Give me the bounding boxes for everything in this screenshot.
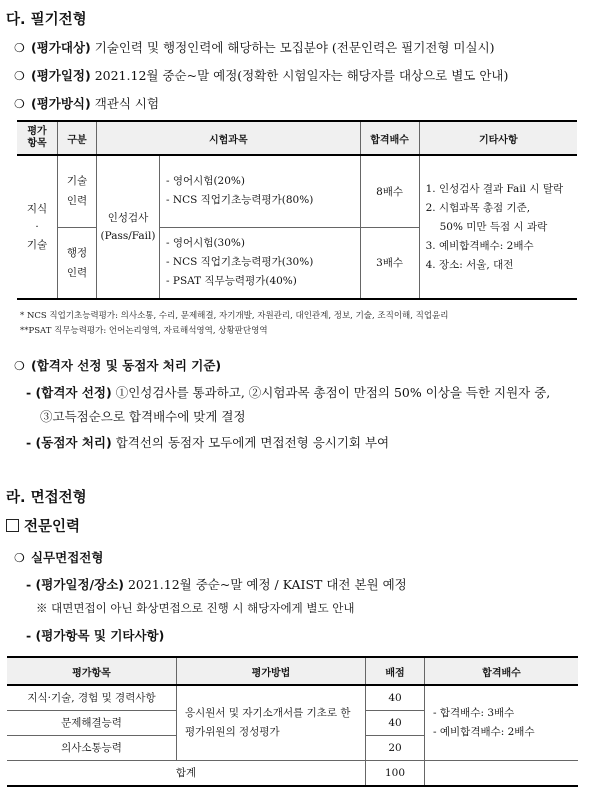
eval-item-cell: 지식 · 기술: [17, 155, 58, 299]
interview-score-cell: 40: [366, 710, 425, 735]
total-score-cell: 100: [366, 760, 425, 786]
subjects-tech-cell: [160, 155, 361, 227]
interview-schedule-label: - (평가일정/장소): [26, 577, 124, 592]
written-exam-table: [17, 120, 577, 300]
th-interview-score: 배점: [366, 657, 425, 685]
multiple-tech-cell: 8배수: [360, 155, 419, 227]
th-notes: 기타사항: [419, 121, 577, 155]
th-interview-multiple: 합격배수: [425, 657, 579, 685]
selection-label: - (합격자 선정): [26, 385, 112, 400]
interview-score-cell: 20: [366, 735, 425, 760]
eval-target-text: 기술인력 및 행정인력에 해당하는 모집분야 (전문인력은 필기전형 미실시): [94, 40, 495, 55]
interview-multiples-cell: [425, 685, 579, 760]
interview-schedule-line: [26, 575, 407, 593]
interview-items-label: - (평가항목 및 기타사항): [26, 628, 165, 643]
notes-cell: [419, 155, 577, 299]
interview-method-cell: 응시원서 및 자기소개서를 기초로 한 평가위원의 정성평가: [177, 685, 366, 760]
subject-item: - PSAT 직무능력평가(40%): [166, 275, 297, 288]
practical-interview-line: [14, 548, 103, 566]
multiple-admin-cell: 3배수: [360, 227, 419, 299]
category-tech-cell: 기술 인력: [58, 155, 97, 227]
circle-bullet-icon: ❍: [14, 359, 25, 373]
eval-schedule-line: [14, 66, 508, 84]
interview-item-cell: 문제해결능력: [7, 710, 177, 735]
eval-target-label: (평가대상): [30, 40, 91, 55]
subject-item: - 영어시험(30%): [166, 237, 245, 250]
note-item: 3. 예비합격배수: 2배수: [425, 239, 534, 252]
multiple-item: - 예비합격배수: 2배수: [433, 725, 535, 738]
tie-line: [26, 433, 389, 451]
th-interview-item: 평가항목: [7, 657, 177, 685]
circle-bullet-icon: ❍: [14, 69, 25, 83]
interview-item-cell: 의사소통능력: [7, 735, 177, 760]
subject-item: - NCS 직업기초능력평가(30%): [166, 256, 314, 269]
tie-text: 합격선의 동점자 모두에게 면접전형 응시기회 부여: [115, 435, 390, 450]
circle-bullet-icon: ❍: [14, 97, 25, 111]
personality-test-cell: 인성검사 (Pass/Fail): [97, 155, 160, 299]
th-category: 구분: [58, 121, 97, 155]
interview-schedule-text: 2021.12월 중순~말 예정 / KAIST 대전 본원 예정: [127, 577, 407, 592]
eval-method-line: [14, 94, 159, 112]
subject-item: - 영어시험(20%): [166, 175, 245, 188]
selection-text: ①인성검사를 통과하고, ②시험과목 총점이 만점의 50% 이상을 득한 지원자 중,: [115, 385, 551, 400]
total-label-cell: 합계: [7, 760, 366, 786]
eval-method-label: (평가방식): [30, 96, 91, 111]
interview-item-cell: 지식·기술, 경험 및 경력사항: [7, 685, 177, 710]
th-interview-method: 평가방법: [177, 657, 366, 685]
square-bullet-icon: [6, 519, 19, 532]
selection-heading: (합격자 선정 및 동점자 처리 기준): [30, 358, 222, 373]
footnote-psat: **PSAT 직무능력평가: 언어논리영역, 자료해석영역, 상황판단영역: [20, 326, 268, 336]
note-item: 1. 인성검사 결과 Fail 시 탈락: [425, 182, 564, 195]
selection-heading-line: [14, 356, 221, 374]
section-title-written-exam: 다. 필기전형: [6, 12, 87, 28]
category-admin-cell: 행정 인력: [58, 227, 97, 299]
eval-schedule-text: 2021.12월 중순~말 예정(정확한 시험일자는 해당자를 대상으로 별도 안내): [94, 68, 509, 83]
th-multiple: 합격배수: [360, 121, 419, 155]
footnote-ncs: * NCS 직업기초능력평가: 의사소통, 수리, 문제해결, 자기개발, 자원관리, 대인관계, 정보, 기술, 조직이해, 직업윤리: [20, 311, 449, 321]
subtitle-text: 전문인력: [24, 519, 81, 535]
section-title-interview: 라. 면접전형: [6, 490, 87, 506]
subtitle-specialist: [6, 515, 80, 536]
interview-items-line: [26, 626, 164, 644]
eval-schedule-label: (평가일정): [30, 68, 91, 83]
video-interview-note: ※ 대면면접이 아닌 화상면접으로 진행 시 해당자에게 별도 안내: [36, 601, 355, 615]
circle-bullet-icon: ❍: [14, 41, 25, 55]
subjects-admin-cell: [160, 227, 361, 299]
note-item: 50% 미만 득점 시 과락: [439, 220, 548, 233]
subject-item: - NCS 직업기초능력평가(80%): [166, 194, 314, 207]
th-eval-item: 평가 항목: [17, 121, 58, 155]
th-subjects: 시험과목: [97, 121, 361, 155]
interview-score-cell: 40: [366, 685, 425, 710]
eval-target-line: [14, 38, 495, 56]
note-item: 2. 시험과목 총점 기준,: [425, 201, 531, 214]
practical-interview-heading: 실무면접전형: [30, 550, 104, 565]
selection-line-1: [26, 383, 550, 401]
total-empty-cell: [425, 760, 579, 786]
multiple-item: - 합격배수: 3배수: [433, 706, 515, 719]
eval-method-text: 객관식 시험: [94, 96, 160, 111]
circle-bullet-icon: ❍: [14, 551, 25, 565]
note-item: 4. 장소: 서울, 대전: [425, 258, 514, 271]
selection-line-1-cont: ③고득점순으로 합격배수에 맞게 결정: [40, 409, 246, 424]
interview-table: [7, 656, 578, 787]
tie-label: - (동점자 처리): [26, 435, 112, 450]
